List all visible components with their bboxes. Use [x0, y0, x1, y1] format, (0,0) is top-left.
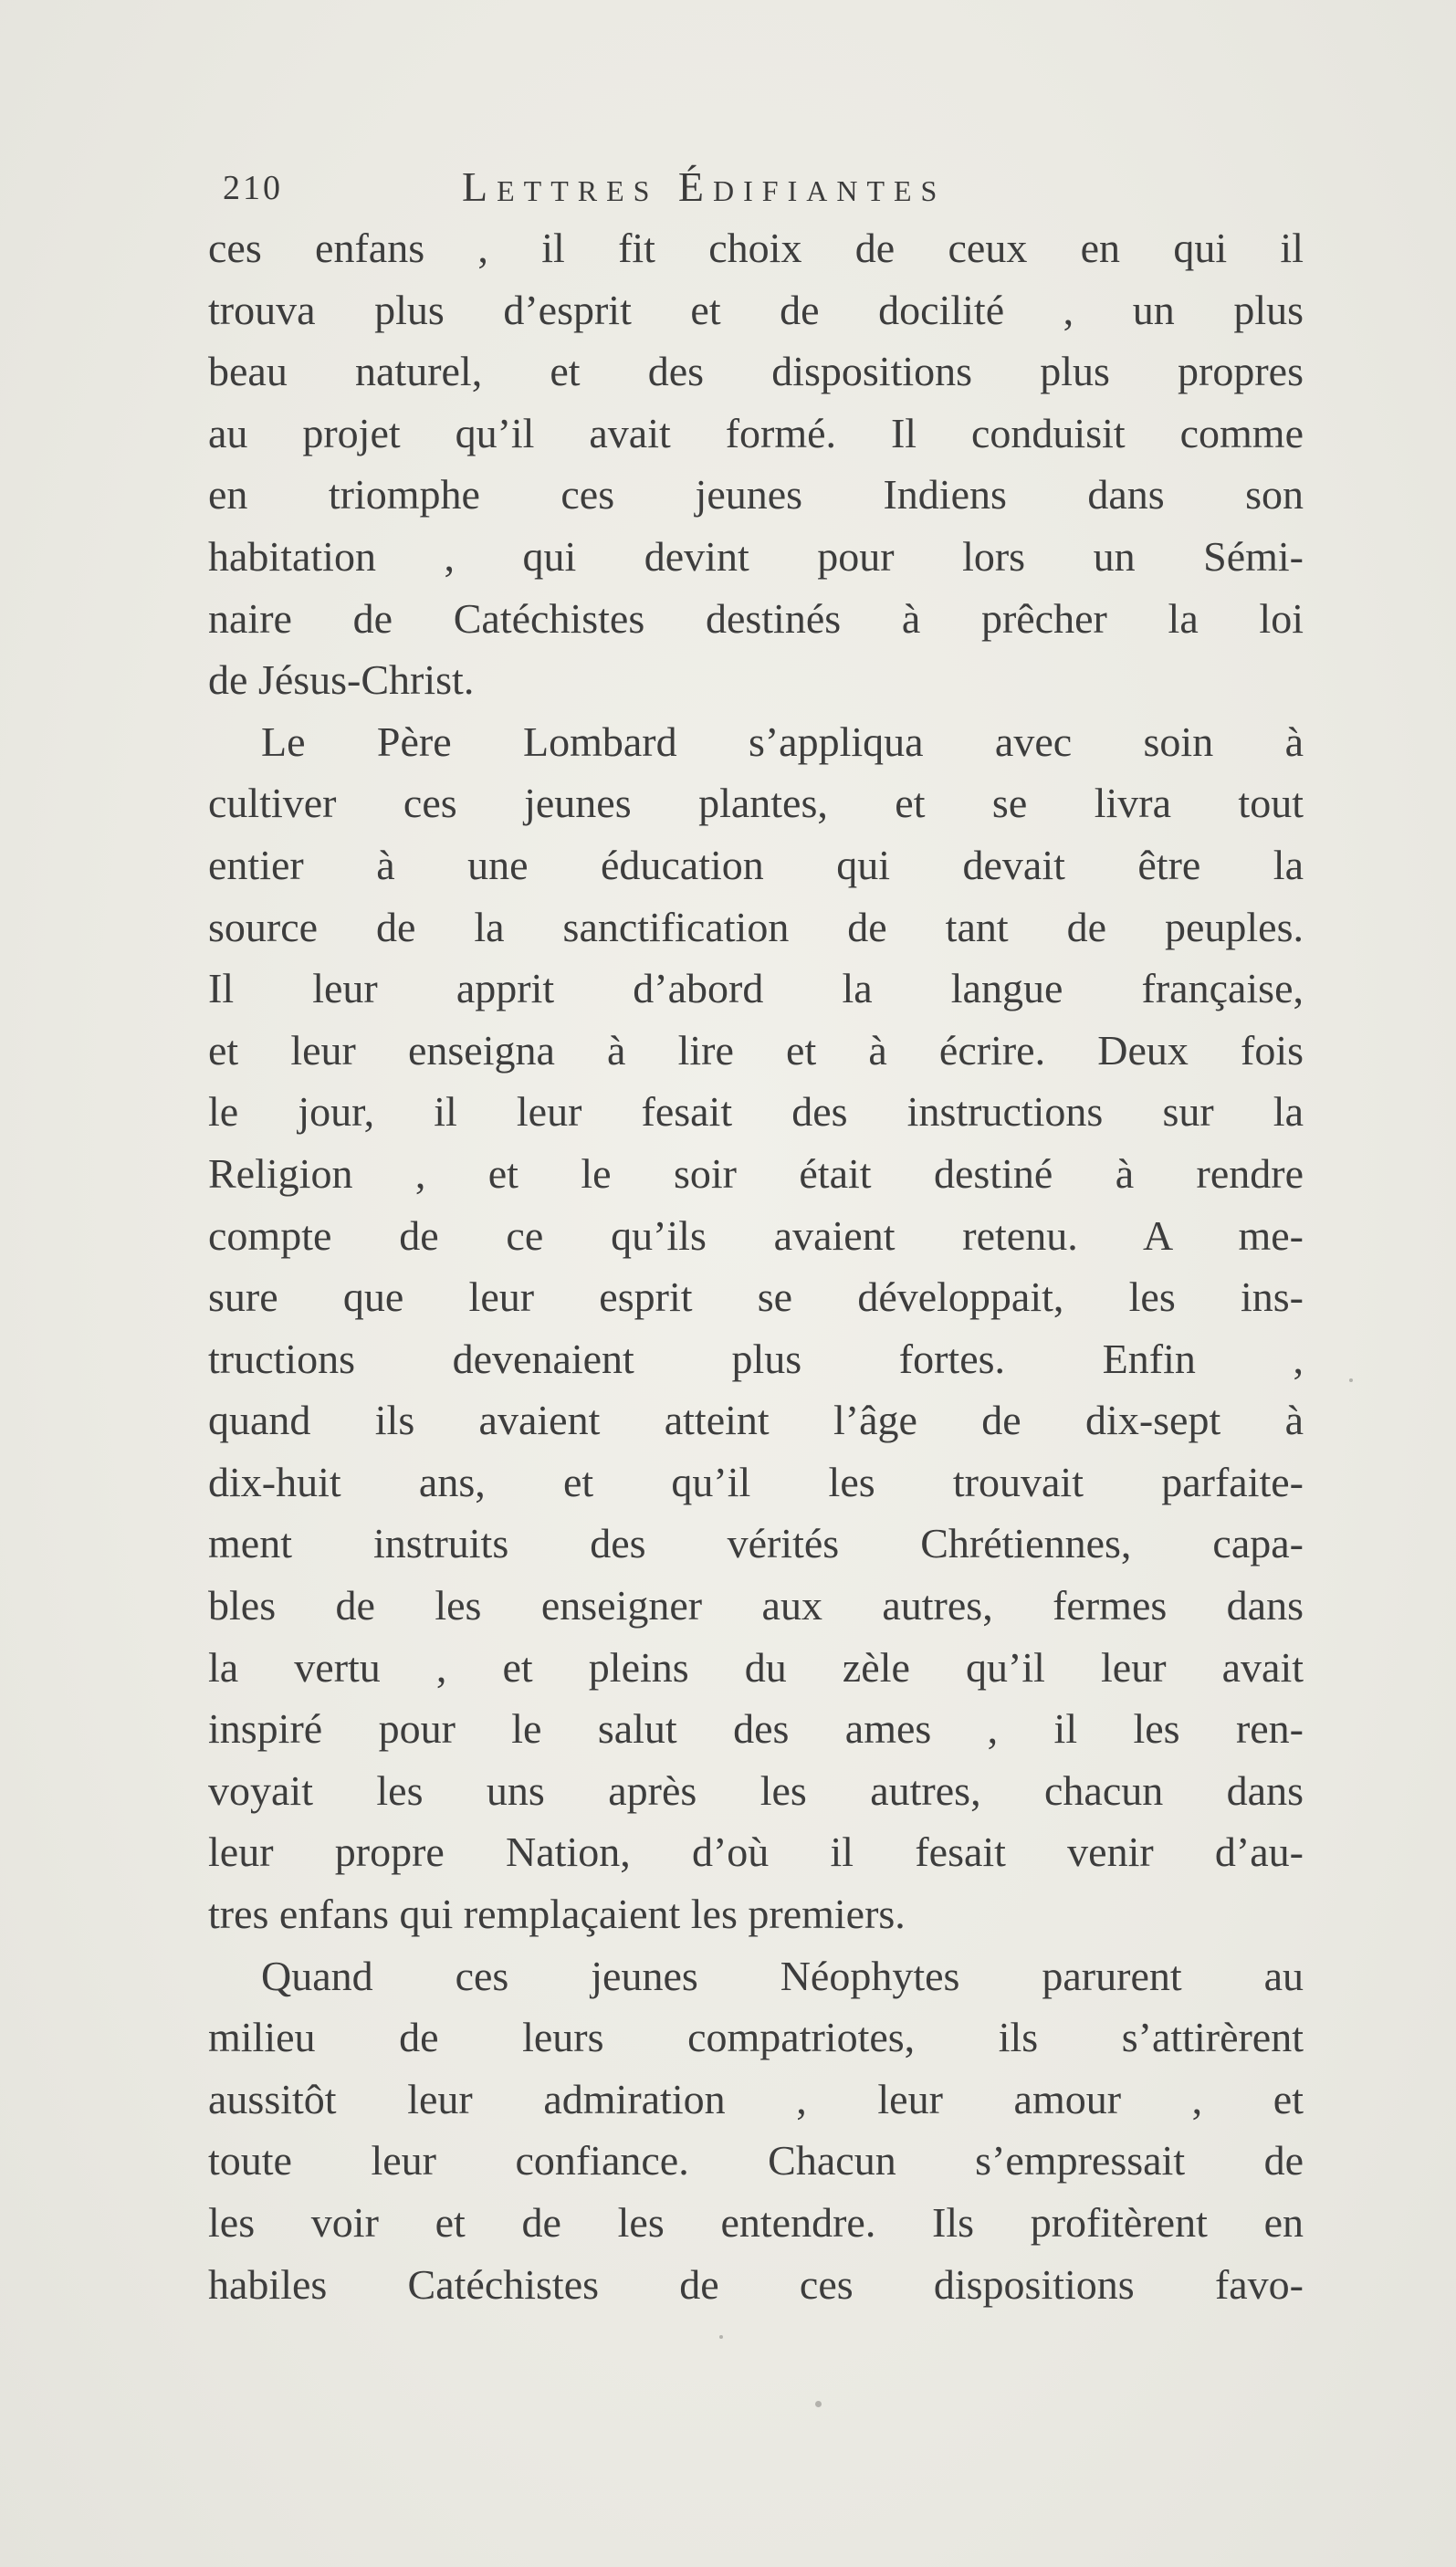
text-line: voyait les uns après les autres, chacun dans	[208, 1766, 1304, 1814]
running-title: Lettres Édifiantes	[462, 163, 947, 210]
text-line: quand ils avaient atteint l’âge de dix-sept à	[208, 1397, 1304, 1444]
text-line: tres enfans qui remplaçaient les premiers.	[208, 1891, 906, 1938]
text-line: entier à une éducation qui devait être la	[208, 841, 1304, 888]
paper-speck	[719, 2335, 723, 2339]
text-line: ment instruits des vérités Chrétiennes, capa-	[208, 1520, 1304, 1567]
text-line: au projet qu’il avait formé. Il conduisit comme	[208, 409, 1304, 456]
text-line: inspiré pour le salut des ames , il les ren-	[208, 1705, 1304, 1753]
text-line: Religion , et le soir était destiné à rendre	[208, 1149, 1304, 1197]
text-line: naire de Catéchistes destinés à prêcher la loi	[208, 594, 1304, 642]
body-text	[208, 217, 1304, 2315]
paper-speck	[1349, 1378, 1353, 1382]
text-line: le jour, il leur fesait des instructions sur la	[208, 1088, 1304, 1136]
text-line: habitation , qui devint pour lors un Sémi-	[208, 532, 1304, 580]
text-line: et leur enseigna à lire et à écrire. Deux fois	[208, 1026, 1304, 1074]
text-line: Il leur apprit d’abord la langue française,	[208, 965, 1304, 1012]
text-line: source de la sanctification de tant de peuples.	[208, 903, 1304, 950]
text-line: la vertu , et pleins du zèle qu’il leur avait	[208, 1643, 1304, 1691]
text-line: cultiver ces jeunes plantes, et se livra tout	[208, 780, 1304, 827]
paragraph-first-line: Le Père Lombard s’appliqua avec soin à	[261, 718, 1304, 765]
paragraph-first-line: Quand ces jeunes Néophytes parurent au	[261, 1952, 1304, 1999]
text-line: compte de ce qu’ils avaient retenu. A me-	[208, 1211, 1304, 1259]
text-line: sure que leur esprit se développait, les ins-	[208, 1273, 1304, 1321]
text-line: habiles Catéchistes de ces dispositions favo-	[208, 2260, 1304, 2308]
paper-speck	[815, 2401, 822, 2407]
text-line: ces enfans , il fit choix de ceux en qui il	[208, 225, 1304, 271]
text-line: tructions devenaient plus fortes. Enfin ,	[208, 1335, 1304, 1382]
text-line: aussitôt leur admiration , leur amour , et	[208, 2075, 1304, 2122]
text-line: beau naturel, et des dispositions plus propres	[208, 348, 1304, 395]
text-line: trouva plus d’esprit et de docilité , un plus	[208, 286, 1304, 333]
text-line: milieu de leurs compatriotes, ils s’attirèrent	[208, 2014, 1304, 2061]
text-line: en triomphe ces jeunes Indiens dans son	[208, 471, 1304, 519]
text-line: bles de les enseigner aux autres, fermes dans	[208, 1582, 1304, 1629]
text-line: toute leur confiance. Chacun s’empressait de	[208, 2137, 1304, 2185]
page-number: 210	[223, 169, 283, 207]
text-line: les voir et de les entendre. Ils profitèrent en	[208, 2199, 1304, 2246]
text-line: leur propre Nation, d’où il fesait venir d’au-	[208, 1828, 1304, 1876]
text-line: de Jésus-Christ.	[208, 656, 475, 704]
text-line: dix-huit ans, et qu’il les trouvait parfaite-	[208, 1458, 1304, 1505]
